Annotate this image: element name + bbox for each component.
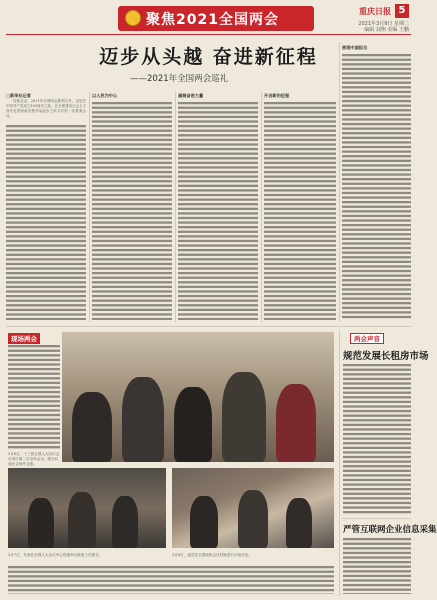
column-2-heading: 以人民为中心 — [92, 93, 118, 98]
headline: 迈步从头越 奋进新征程 — [99, 46, 318, 68]
lead-paragraph: 初春北京，2021年全国两会胜利召开。这是在中国共产党成立100周年之际，在全面建设社会主义现代化国家新征程开局起步之时召开的一次重要会议。 — [6, 99, 86, 118]
left-photo — [8, 468, 166, 548]
section-title: 聚焦2021全国两会 — [146, 12, 279, 28]
column-2 — [92, 92, 172, 102]
main-photo — [62, 332, 334, 462]
left-photo-caption: 3月7日，代表在全国人大会议中心驻地审议政府工作报告。 — [8, 553, 103, 557]
main-photo-caption: 3月8日，十三届全国人大四次会议举行第二次全体会议。图为代表在会场外交流。 — [8, 452, 60, 466]
article-1-title: 规范发展长租房市场 — [343, 351, 429, 362]
bottom-caption-lines — [8, 566, 334, 594]
column-4-heading: 开启新的征程 — [264, 93, 290, 98]
right-photo — [172, 468, 334, 548]
photo-section-tag: 现场两会 — [8, 333, 40, 344]
article-2-text — [343, 538, 411, 594]
column-4 — [264, 92, 336, 102]
page-header — [6, 4, 411, 35]
photo-section-text — [8, 345, 60, 449]
right-photo-caption: 3月8日，委员在全国政协会议驻地进行小组讨论。 — [172, 553, 253, 557]
subheadline: ——2021年全国两会巡礼 — [130, 74, 229, 84]
column-5 — [342, 44, 411, 54]
right-section-tag: 两会声音 — [350, 333, 384, 344]
column-2-text — [92, 102, 172, 320]
article-1-text — [343, 364, 411, 514]
edition-date: 2021年3月9日 星期二 — [358, 21, 409, 27]
article-2-title: 严管互联网企业信息采集 — [343, 525, 437, 535]
lead-column-text — [6, 125, 86, 320]
page-number: 5 — [395, 4, 409, 18]
column-3 — [178, 92, 258, 102]
column-5-heading: 展现中国担当 — [342, 45, 368, 50]
edition-editors: 编辑 刘翔 美编 王鹏 — [364, 27, 409, 33]
column-3-text — [178, 102, 258, 320]
byline: □新华社记者 — [6, 93, 31, 98]
column-3-heading: 凝聚奋进力量 — [178, 93, 204, 98]
column-4-text — [264, 102, 336, 320]
emblem-icon — [125, 10, 141, 26]
newspaper-name: 重庆日报 — [359, 6, 391, 16]
column-5-text — [342, 54, 411, 320]
section-banner — [118, 6, 314, 31]
